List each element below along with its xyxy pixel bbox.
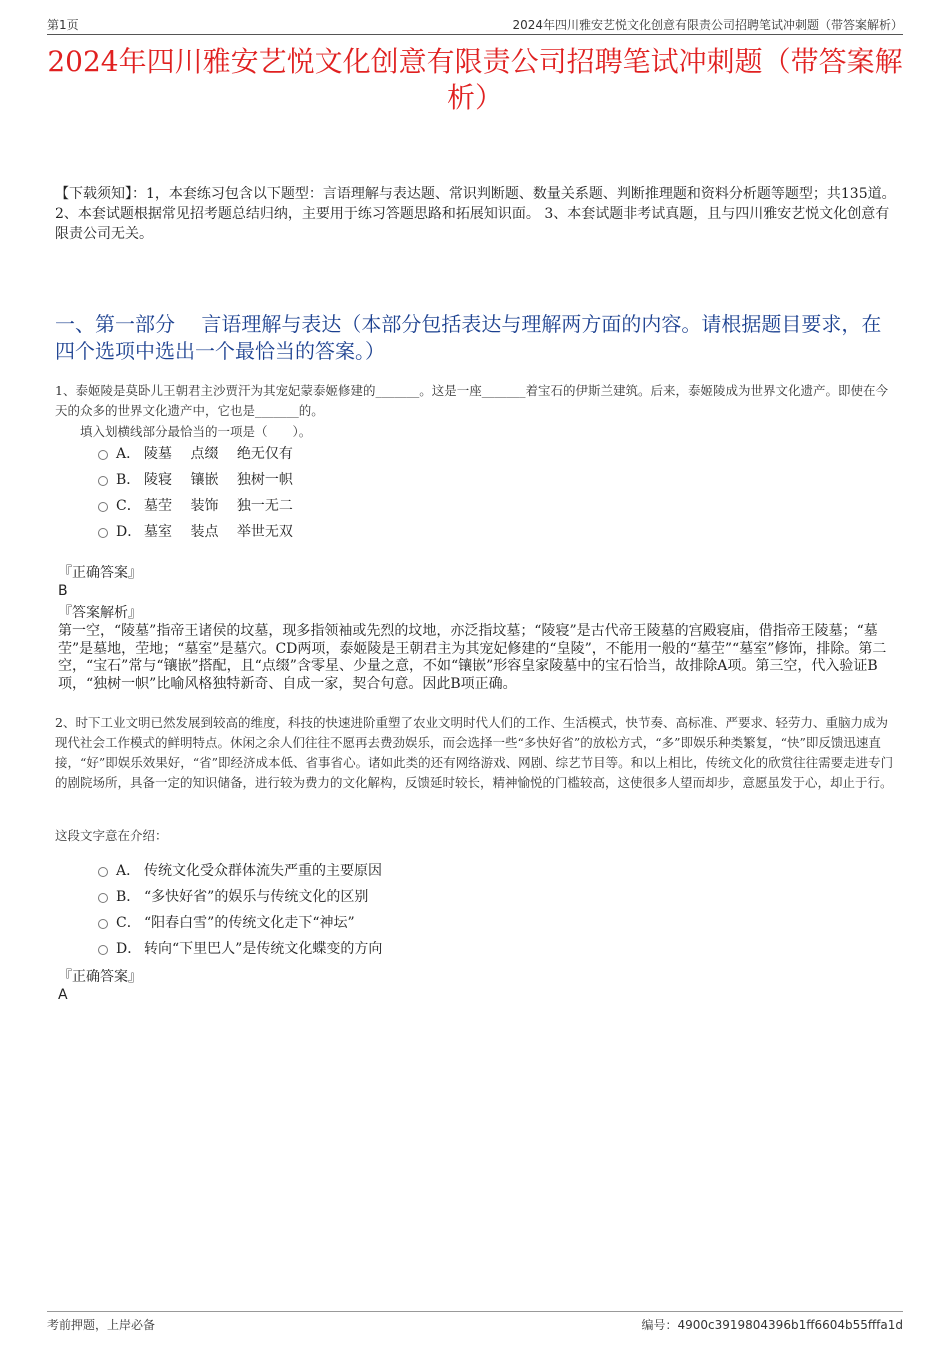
option-text: 陵寝 镶嵌 独树一帜 [144, 472, 293, 488]
download-notice: 【下载须知】：1，本套练习包含以下题型：言语理解与表达题、常识判断题、数量关系题、判断推理题和资料分析题等题型；共135道。 2、本套试题根据常见招考题总结归纳，主要用于练习答题思路和拓展知识面。 3、本套试题非考试真题，且与四川雅安艺悦文化创意有限责公司无关。 [55, 186, 896, 242]
option-a[interactable] [98, 440, 293, 466]
radio-icon[interactable] [98, 945, 108, 955]
option-d[interactable] [98, 935, 382, 961]
option-a[interactable] [98, 857, 382, 883]
question-2-options [98, 857, 382, 961]
option-label: D． [116, 941, 142, 957]
radio-icon[interactable] [98, 476, 108, 486]
question-1-answer: B [58, 583, 68, 599]
radio-icon[interactable] [98, 893, 108, 903]
option-c[interactable] [98, 909, 382, 935]
question-2-prompt: 这段文字意在介绍： [55, 828, 168, 843]
option-b[interactable] [98, 883, 382, 909]
page-header [47, 14, 903, 35]
option-text: 墓茔 装饰 独一无二 [144, 498, 293, 514]
option-label: B． [116, 472, 141, 488]
question-2-stem: 2、时下工业文明已然发展到较高的维度，科技的快速进阶重塑了农业文明时代人们的工作、生活模式，快节奏、高标准、严要求、轻劳力、重脑力成为现代社会工作模式的鲜明特点。休闲之余人们往往不愿再去费劲娱乐，而会选择一些“多快好省”的放松方式，“多”即娱乐种类繁复，“快”即反馈迅速直接，“好”即娱乐效果好，“省”即经济成本低、省事省心。诸如此类的还有网络游戏、网剧、综艺节目等。和以上相比，传统文化的欣赏往往需要走进专门的剧院场所，具备一定的知识储备，进行较为费力的文化解构，反馈延时较长，精神愉悦的门槛较高，这使很多人望而却步，意愿虽发于心，却止于行。 [55, 715, 894, 790]
question-1-explanation-label: 『答案解析』 [58, 605, 142, 621]
question-1-explanation: 第一空，“陵墓”指帝王诸侯的坟墓，现多指领袖或先烈的坟地，亦泛指坟墓；“陵寝”是古代帝王陵墓的宫殿寝庙，借指帝王陵墓；“墓茔”是墓地，茔地；“墓室”是墓穴。CD两项，泰姬陵是王朝君主为其宠妃修建的“皇陵”，不能用一般的“墓茔”“墓室”修饰，排除。第二空，“宝石”常与“镶嵌”搭配，且“点缀”含零星、少量之意，不如“镶嵌”形容皇家陵墓中的宝石恰当，故排除A项。第三空，代入验证B项，“独树一帜”比喻风格独特新奇、自成一家，契合句意。因此B项正确。 [58, 623, 887, 692]
question-1-options [98, 440, 293, 544]
radio-icon[interactable] [98, 528, 108, 538]
radio-icon[interactable] [98, 919, 108, 929]
option-label: A． [116, 863, 141, 879]
question-2-answer: A [58, 987, 68, 1003]
header-doc-title: 2024年四川雅安艺悦文化创意有限责公司招聘笔试冲刺题（带答案解析） [512, 18, 903, 32]
option-label: A． [116, 446, 141, 462]
option-label: B． [116, 889, 141, 905]
option-c[interactable] [98, 492, 293, 518]
radio-icon[interactable] [98, 502, 108, 512]
question-2-answer-label: 『正确答案』 [58, 969, 142, 985]
page-number: 第1页 [47, 18, 79, 32]
footer-slogan: 考前押题，上岸必备 [47, 1318, 156, 1332]
document-title: 2024年四川雅安艺悦文化创意有限责公司招聘笔试冲刺题（带答案解析） [47, 45, 903, 114]
option-label: C． [116, 915, 141, 931]
option-text: 墓室 装点 举世无双 [144, 524, 293, 540]
question-1-answer-label: 『正确答案』 [58, 565, 142, 581]
option-text: 陵墓 点缀 绝无仅有 [144, 446, 293, 462]
option-text: “多快好省”的娱乐与传统文化的区别 [144, 889, 369, 905]
question-1-stem: 1、泰姬陵是莫卧儿王朝君主沙贾汗为其宠妃蒙泰姬修建的_______。这是一座_______着宝石的伊斯兰建筑。后来，泰姬陵成为世界文化遗产。即使在今天的众多的世界文化遗产中，它也是_______的。 [55, 383, 888, 418]
section-title: 一、第一部分 言语理解与表达（本部分包括表达与理解两方面的内容。请根据题目要求，在四个选项中选出一个最恰当的答案。） [55, 312, 882, 363]
option-d[interactable] [98, 518, 293, 544]
option-b[interactable] [98, 466, 293, 492]
option-label: D． [116, 524, 142, 540]
question-1-prompt: 填入划横线部分最恰当的一项是（ ）。 [80, 424, 312, 439]
page-footer [47, 1311, 903, 1332]
option-text: “阳春白雪”的传统文化走下“神坛” [144, 915, 355, 931]
option-text: 传统文化受众群体流失严重的主要原因 [144, 863, 382, 879]
document-code: 编号：4900c3919804396b1ff6604b55fffa1d [641, 1318, 903, 1332]
option-label: C． [116, 498, 141, 514]
radio-icon[interactable] [98, 450, 108, 460]
option-text: 转向“下里巴人”是传统文化蝶变的方向 [144, 941, 383, 957]
radio-icon[interactable] [98, 867, 108, 877]
